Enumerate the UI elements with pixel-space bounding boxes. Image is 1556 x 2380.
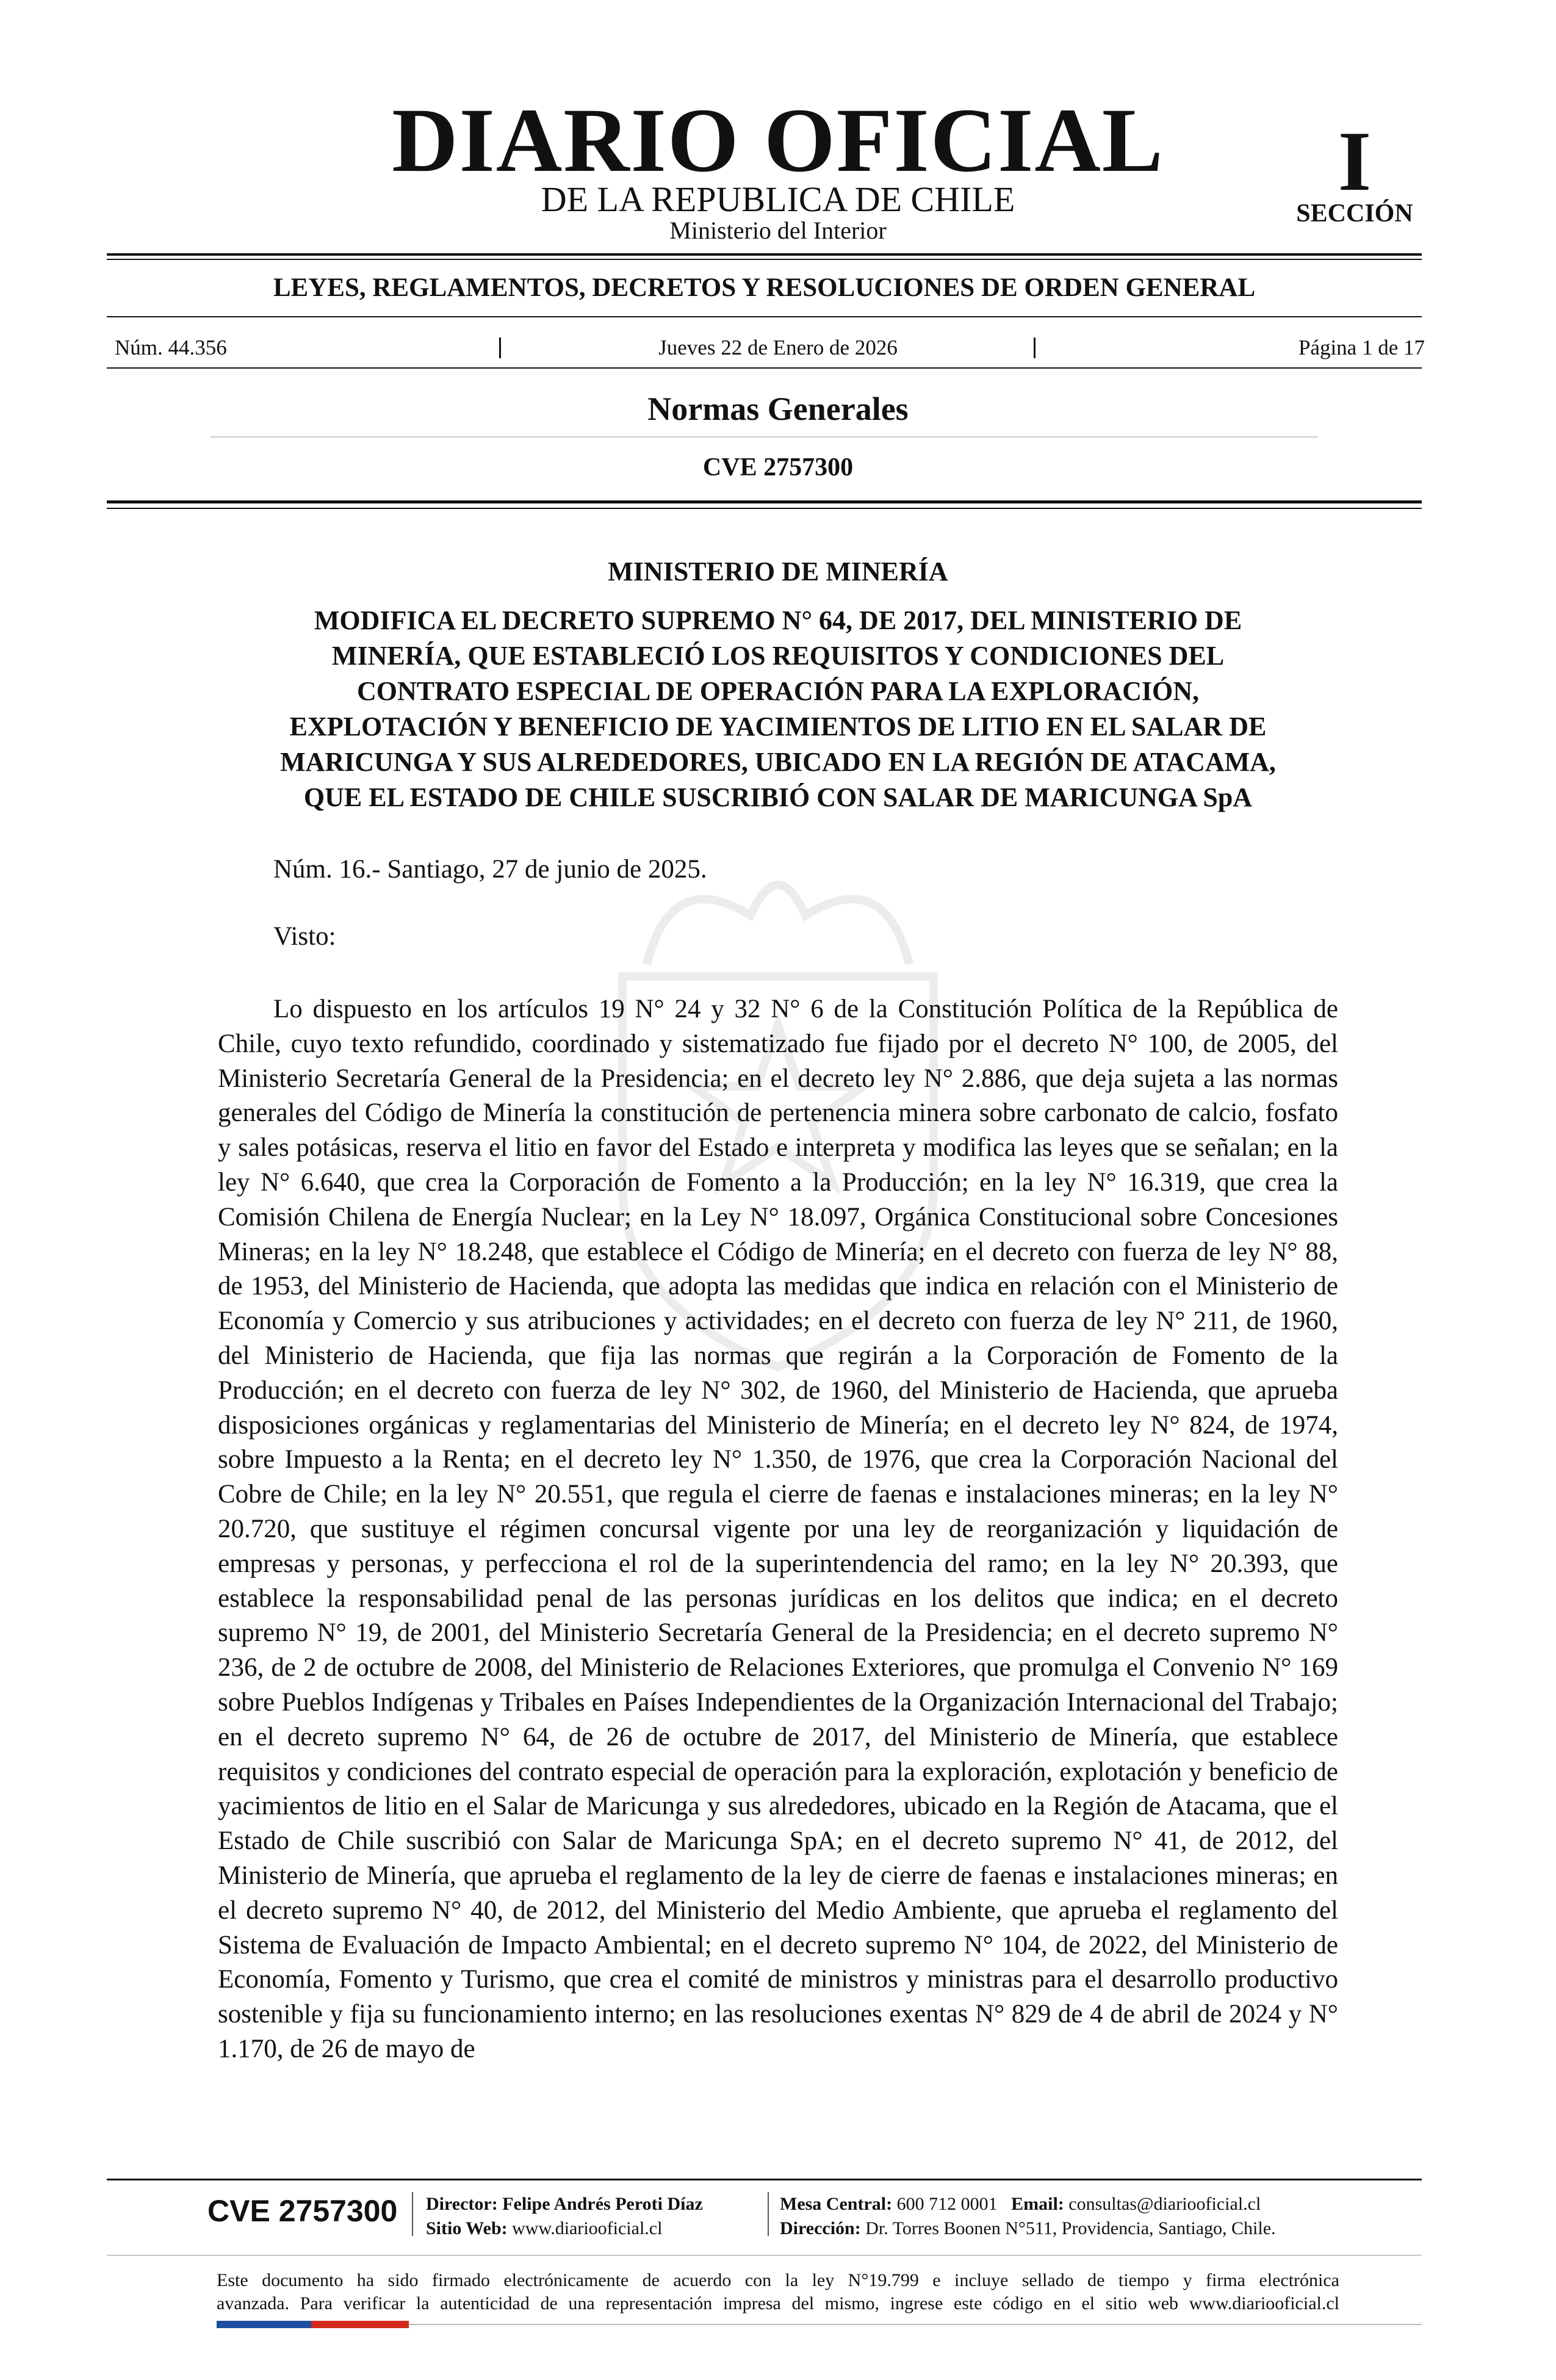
masthead-subtitle: DE LA REPUBLICA DE CHILE bbox=[541, 179, 1015, 219]
decree-title-line: MARICUNGA Y SUS ALREDEDORES, UBICADO EN LA REGIÓN DE ATACAMA, bbox=[280, 747, 1276, 777]
masthead-ministry: Ministerio del Interior bbox=[669, 217, 887, 244]
footer-separator bbox=[412, 2192, 413, 2236]
footer-address bbox=[780, 2216, 1276, 2241]
footer-director-column bbox=[426, 2192, 703, 2241]
header-rule-bottom bbox=[107, 367, 1422, 369]
page-indicator: Página 1 de 17 bbox=[1298, 336, 1425, 359]
section-divider bbox=[211, 436, 1318, 438]
footer-rule bbox=[107, 2179, 1422, 2180]
flag-blue-segment bbox=[217, 2321, 311, 2328]
issue-number: Núm. 44.356 bbox=[115, 336, 227, 359]
footer-signature-note bbox=[217, 2269, 1339, 2315]
header-rule-top-thin bbox=[107, 259, 1422, 260]
law-line: LEYES, REGLAMENTOS, DECRETOS Y RESOLUCIONES DE ORDEN GENERAL bbox=[273, 273, 1256, 302]
footer-note-line: Este documento ha sido firmado electrónicamente de acuerdo con la ley N°19.799 e incluye sellado de tiempo y firma electrónica bbox=[217, 2270, 1339, 2290]
section-heading: Normas Generales bbox=[647, 391, 909, 427]
chile-flag-stripe bbox=[217, 2321, 409, 2328]
decree-title-line: QUE EL ESTADO DE CHILE SUSCRIBIÓ CON SALAR DE MARICUNGA SpA bbox=[303, 782, 1253, 812]
meta-separator bbox=[1034, 337, 1036, 358]
footer-email-link[interactable]: consultas@diariooficial.cl bbox=[1068, 2194, 1261, 2214]
header-rule-mid bbox=[107, 316, 1422, 317]
section-number: I bbox=[1338, 114, 1372, 209]
footer-phone-email bbox=[780, 2192, 1276, 2216]
footer-note-line: avanzada. Para verificar la autenticidad de una representación impresa del mismo, ingrese este código en el sitio web www.diariooficial.cl bbox=[217, 2293, 1339, 2313]
footer-website-link[interactable]: www.diariooficial.cl bbox=[512, 2218, 663, 2238]
cve-code: CVE 2757300 bbox=[702, 453, 854, 481]
decree-title-line: CONTRATO ESPECIAL DE OPERACIÓN PARA LA EXPLORACIÓN, bbox=[356, 676, 1200, 706]
footer-website-label: Sitio Web: bbox=[426, 2218, 508, 2238]
footer-phone-label: Mesa Central: bbox=[780, 2194, 893, 2214]
footer-website bbox=[426, 2216, 703, 2241]
footer-address-label: Dirección: bbox=[780, 2218, 861, 2238]
body-paragraph: Lo dispuesto en los artículos 19 N° 24 y 32 N° 6 de la Constitución Política de la República de Chile, cuyo texto refundido, coordinado y sistematizado fue fijado por el decreto N° 100, de 2005, del Ministerio Secretaría General de la Presidencia; en el decreto ley N° 2.886, que deja sujeta a las normas generales del Código de Minería la constitución de pertenencia minera sobre carbonato de calcio, fosfato y sales potásicas, reserva el litio en favor del Estado e interpreta y modifica las leyes que se señalan; en la ley N° 6.640, que crea la Corporación de Fomento a la Producción; en la ley N° 16.319, que crea la Comisión Chilena de Energía Nuclear; en la Ley N° 18.097, Orgánica Constitucional sobre Concesiones Mineras; en la ley N° 18.248, que establece el Código de Minería; en el decreto con fuerza de ley N° 88, de 1953, del Ministerio de Hacienda, que adopta las medidas que indica en relación con el Ministerio de Economía y Comercio y sus atribuciones y actividades; en el decreto con fuerza de ley N° 211, de 1960, del Ministerio de Hacienda, que fija las normas que regirán a la Corporación de Fomento de la Producción; en el decreto con fuerza de ley N° 302, de 1960, del Ministerio de Hacienda, que aprueba disposiciones orgánicas y reglamentarias del Ministerio de Minería; en el decreto ley N° 824, de 1974, sobre Impuesto a la Renta; en el decreto ley N° 1.350, de 1976, que crea la Corporación Nacional del Cobre de Chile; en la ley N° 20.551, que regula el cierre de faenas e instalaciones mineras; en la ley N° 20.720, que sustituye el régimen concursal vigente por una ley de reorganización y liquidación de empresas y personas, y perfecciona el rol de la superintendencia del ramo; en la ley N° 20.393, que establece la responsabilidad penal de las personas jurídicas en los delitos que indica; en el decreto supremo N° 19, de 2001, del Ministerio Secretaría General de la Presidencia; en el decreto supremo N° 236, de 2 de octubre de 2008, del Ministerio de Relaciones Exteriores, que promulga el Convenio N° 169 sobre Pueblos Indígenas y Tribales en Países Independientes de la Organización Internacional del Trabajo; en el decreto supremo N° 64, de 26 de octubre de 2017, del Ministerio de Minería, que establece requisitos y condiciones del contrato especial de operación para la exploración, explotación y beneficio de yacimientos de litio en el Salar de Maricunga y sus alrededores, ubicado en la Región de Atacama, que el Estado de Chile suscribió con Salar de Maricunga SpA; en el decreto supremo N° 41, de 2012, del Ministerio de Minería, que aprueba el reglamento de la ley de cierre de faenas e instalaciones mineras; en el decreto supremo N° 40, de 2012, del Ministerio del Medio Ambiente, que aprueba el reglamento del Sistema de Evaluación de Impacto Ambiental; en el decreto supremo N° 104, de 2022, del Ministerio de Economía, Fomento y Turismo, que crea el comité de ministros y ministras para el desarrollo productivo sostenible y fija su funcionamiento interno; en las resoluciones exentas N° 829 de 4 de abril de 2024 y N° 1.170, de 26 de mayo de bbox=[218, 995, 1338, 2063]
visto-label: Visto: bbox=[273, 922, 336, 951]
decree-title bbox=[183, 603, 1373, 815]
document-ministry: MINISTERIO DE MINERÍA bbox=[608, 557, 948, 586]
issue-date: Jueves 22 de Enero de 2026 bbox=[658, 336, 898, 359]
decree-number-line: Núm. 16.- Santiago, 27 de junio de 2025. bbox=[273, 855, 707, 884]
masthead-title: DIARIO OFICIAL bbox=[392, 90, 1164, 191]
header-rule-top bbox=[107, 253, 1422, 256]
footer-rule-thin bbox=[107, 2255, 1422, 2256]
decree-title-line: EXPLOTACIÓN Y BENEFICIO DE YACIMIENTOS DE LITIO EN EL SALAR DE bbox=[289, 712, 1267, 741]
footer-separator bbox=[768, 2192, 769, 2236]
section-label: SECCIÓN bbox=[1296, 200, 1413, 228]
section-rule-thick bbox=[107, 500, 1422, 503]
section-rule-thin bbox=[107, 508, 1422, 509]
footer-end-rule bbox=[409, 2324, 1422, 2325]
footer-cve-code: CVE 2757300 bbox=[207, 2194, 398, 2228]
footer-director-label: Director: bbox=[426, 2194, 498, 2214]
footer-director bbox=[426, 2192, 703, 2216]
footer-contact-column bbox=[780, 2192, 1276, 2241]
footer-email-label: Email: bbox=[1011, 2194, 1064, 2214]
footer-phone-value: 600 712 0001 bbox=[896, 2194, 998, 2214]
flag-red-segment bbox=[311, 2321, 409, 2328]
decree-title-line: MINERÍA, QUE ESTABLECIÓ LOS REQUISITOS Y CONDICIONES DEL bbox=[331, 641, 1225, 671]
decree-title-line: MODIFICA EL DECRETO SUPREMO N° 64, DE 2017, DEL MINISTERIO DE bbox=[314, 605, 1242, 635]
footer-director-name: Felipe Andrés Peroti Díaz bbox=[502, 2194, 703, 2214]
footer-address-value: Dr. Torres Boonen N°511, Providencia, Santiago, Chile. bbox=[865, 2218, 1276, 2238]
